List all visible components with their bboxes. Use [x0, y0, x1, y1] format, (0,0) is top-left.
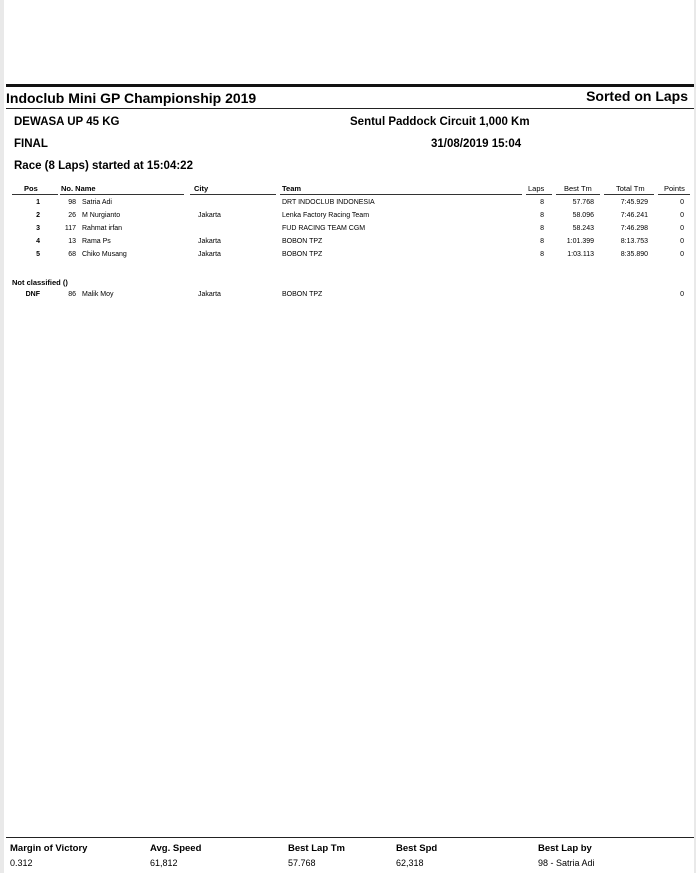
- row-laps: 8: [540, 212, 544, 219]
- best-lap-time-label: Best Lap Tm: [288, 843, 346, 854]
- table-row: [4, 212, 694, 224]
- row-city: Jakarta: [198, 212, 221, 219]
- underline-pos: [12, 194, 58, 195]
- row-total-tm: 8:13.753: [620, 238, 648, 245]
- row-pos: DNF: [25, 291, 40, 298]
- row-name: Malik Moy: [82, 291, 114, 298]
- row-points: 0: [680, 199, 684, 206]
- row-name: Satria Adi: [82, 199, 112, 206]
- table-row: [4, 238, 694, 250]
- col-laps: Laps: [528, 184, 545, 193]
- margin-of-victory-label: Margin of Victory: [10, 843, 88, 854]
- table-row: [4, 291, 694, 303]
- sort-order-label: Sorted on Laps: [586, 88, 688, 104]
- row-city: Jakarta: [198, 291, 221, 298]
- row-pos: 5: [36, 251, 40, 258]
- underline-points: [658, 194, 690, 195]
- row-number: 117: [64, 225, 76, 232]
- row-number: 13: [68, 238, 76, 245]
- row-laps: 8: [540, 199, 544, 206]
- category-label: DEWASA UP 45 KG: [14, 116, 120, 128]
- row-name: Rahmat irfan: [82, 225, 123, 232]
- avg-speed-value: 61,812: [150, 858, 178, 868]
- header-bottom-rule: [6, 108, 694, 109]
- row-best-tm: 1:03.113: [567, 251, 594, 258]
- row-name: Chiko Musang: [82, 251, 127, 258]
- margin-of-victory-value: 0.312: [10, 858, 33, 868]
- row-team: BOBON TPZ: [282, 291, 323, 298]
- header-top-rule: [6, 84, 694, 87]
- best-lap-time-value: 57.768: [288, 858, 316, 868]
- col-best-tm: Best Tm: [564, 184, 592, 193]
- col-total-tm: Total Tm: [616, 184, 645, 193]
- row-points: 0: [680, 212, 684, 219]
- row-team: DRT INDOCLUB INDONESIA: [282, 199, 375, 206]
- best-lap-by-label: Best Lap by: [538, 843, 592, 854]
- underline-best: [556, 194, 600, 195]
- circuit-label: Sentul Paddock Circuit 1,000 Km: [350, 116, 530, 128]
- underline-team: [280, 194, 522, 195]
- best-lap-by-value: 98 - Satria Adi: [538, 858, 595, 868]
- row-best-tm: 58.243: [572, 225, 594, 232]
- underline-total: [604, 194, 654, 195]
- col-no-name: No. Name: [61, 184, 96, 193]
- best-speed-value: 62,318: [396, 858, 424, 868]
- underline-city: [190, 194, 276, 195]
- row-total-tm: 8:35.890: [620, 251, 648, 258]
- row-best-tm: 58.096: [572, 212, 594, 219]
- row-pos: 3: [36, 225, 40, 232]
- row-team: FUD RACING TEAM CGM: [282, 225, 366, 232]
- not-classified-label: Not classified (): [12, 278, 68, 287]
- col-team: Team: [282, 184, 302, 193]
- row-team: BOBON TPZ: [282, 251, 323, 258]
- row-number: 86: [68, 291, 76, 298]
- row-laps: 8: [540, 251, 544, 258]
- row-team: Lenka Factory Racing Team: [282, 212, 370, 219]
- table-row: [4, 225, 694, 237]
- row-pos: 4: [36, 238, 40, 245]
- race-datetime: 31/08/2019 15:04: [431, 138, 522, 150]
- row-laps: 8: [540, 238, 544, 245]
- table-row: [4, 251, 694, 263]
- row-number: 26: [68, 212, 76, 219]
- race-info: Race (8 Laps) started at 15:04:22: [14, 160, 193, 172]
- col-points: Points: [664, 184, 685, 193]
- row-best-tm: 57.768: [572, 199, 594, 206]
- row-city: Jakarta: [198, 251, 221, 258]
- row-total-tm: 7:46.298: [620, 225, 648, 232]
- championship-title: Indoclub Mini GP Championship 2019: [6, 90, 257, 106]
- row-number: 98: [68, 199, 76, 206]
- underline-laps: [526, 194, 552, 195]
- row-pos: 2: [36, 212, 40, 219]
- row-total-tm: 7:45.929: [620, 199, 648, 206]
- row-points: 0: [680, 251, 684, 258]
- row-laps: 8: [540, 225, 544, 232]
- table-row: [4, 199, 694, 211]
- footer-rule: [6, 837, 694, 838]
- row-city: Jakarta: [198, 238, 221, 245]
- row-number: 68: [68, 251, 76, 258]
- col-pos: Pos: [24, 184, 38, 193]
- underline-name: [60, 194, 184, 195]
- row-best-tm: 1:01.399: [566, 238, 594, 245]
- col-city: City: [194, 184, 209, 193]
- session-label: FINAL: [14, 138, 48, 150]
- results-sheet: [4, 0, 694, 873]
- row-name: Rama Ps: [82, 238, 111, 245]
- row-pos: 1: [36, 199, 40, 206]
- row-points: 0: [680, 238, 684, 245]
- row-points: 0: [680, 291, 684, 298]
- avg-speed-label: Avg. Speed: [150, 843, 202, 854]
- best-speed-label: Best Spd: [396, 843, 438, 854]
- row-name: M Nurgianto: [82, 212, 121, 219]
- row-points: 0: [680, 225, 684, 232]
- row-team: BOBON TPZ: [282, 238, 323, 245]
- row-total-tm: 7:46.241: [620, 212, 648, 219]
